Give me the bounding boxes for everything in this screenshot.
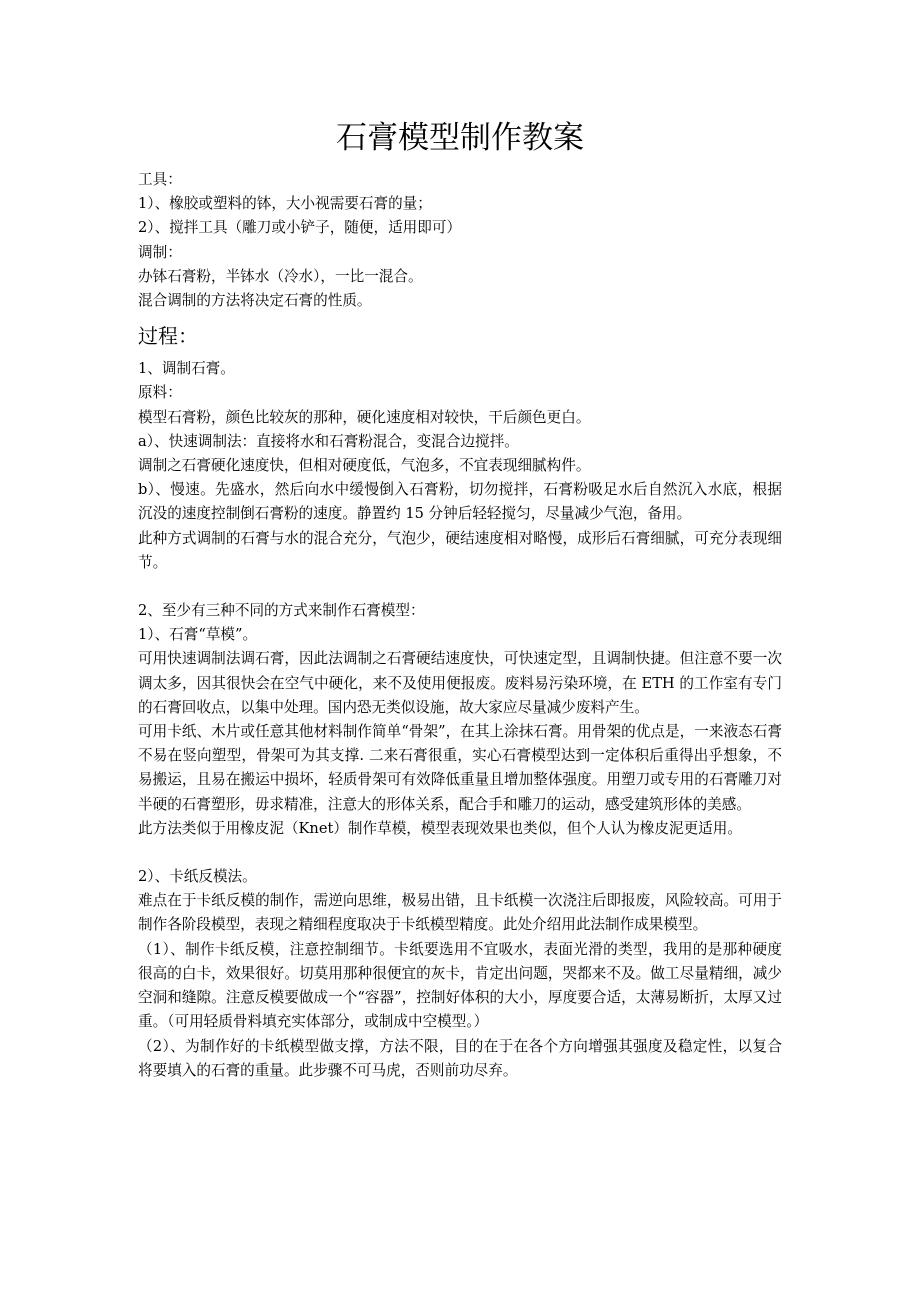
tools-heading: 工具： <box>138 171 182 188</box>
step2-sub1-paragraph-3: 此方法类似于用橡皮泥（Knet）制作草模，模型表现效果也类似，但个人认为橡皮泥更适用。 <box>138 819 742 837</box>
step1-materials: 模型石膏粉，颜色比较灰的那种，硬化速度相对较快，干后颜色更白。 <box>138 408 591 426</box>
mix-heading: 调制： <box>138 243 182 261</box>
step1-heading: 1、调制石膏。 <box>138 360 235 378</box>
step1-method-b-note: 此种方式调制的石膏与水的混合充分，气泡少，硬结速度相对略慢，成形后石膏细腻，可充分表现细节。 <box>138 529 782 571</box>
tools-item-1: 1）、橡胶或塑料的钵，大小视需要石膏的量； <box>138 195 432 213</box>
step2-sub2-heading: 2）、卡纸反模法。 <box>138 868 257 886</box>
step1-materials-label: 原料： <box>138 384 182 402</box>
step2-sub1-paragraph-1: 可用快速调制法调石膏，因此法调制之石膏硬结速度快，可快速定型，且调制快捷。但注意不要一次调太多，因其很快会在空气中硬化，来不及使用便报废。废料易污染环境，在 ETH 的工作室有专门的石膏回收点，以集中处理。国内恐无类似设施，故大家应尽量减少废料产生。 <box>138 650 782 716</box>
mix-line-1: 办钵石膏粉，半钵水（冷水），一比一混合。 <box>138 267 423 285</box>
document-title: 石膏模型制作教案 <box>336 120 584 156</box>
step2-sub2-paragraph-2: （1）、制作卡纸反模，注意控制细节。卡纸要选用不宜吸水，表面光滑的类型，我用的是那种硬度很高的白卡，效果很好。切莫用那种很便宜的灰卡，肯定出问题，哭都来不及。做工尽量精细，减少空洞和缝隙。注意反模要做成一个“容器”，控制好体积的大小，厚度要合适，太薄易断折，太厚又过重。（可用轻质骨料填充实体部分，或制成中空模型。） <box>138 940 782 1031</box>
step2-sub2-paragraph-3: （2）、为制作好的卡纸模型做支撑，方法不限，目的在于在各个方向增强其强度及稳定性，以复合将要填入的石膏的重量。此步骤不可马虎，否则前功尽弃。 <box>138 1037 782 1079</box>
mix-line-2: 混合调制的方法将决定石膏的性质。 <box>138 292 372 310</box>
tools-item-2: 2）、搅拌工具（雕刀或小铲子，随便，适用即可） <box>138 219 462 237</box>
step1-method-a-note: 调制之石膏硬化速度快，但相对硬度低，气泡多，不宜表现细腻构件。 <box>138 457 591 475</box>
paragraph-gap <box>138 575 782 599</box>
step2-sub1-paragraph-2: 可用卡纸、木片或任意其他材料制作简单“骨架”，在其上涂抹石膏。用骨架的优点是，一来液态石膏不易在竖向塑型，骨架可为其支撑. 二来石膏很重，实心石膏模型达到一定体积后重得出乎想象，不易搬运，且易在搬运中损坏，轻质骨架可有效降低重量且增加整体强度。用塑刀或专用的石膏雕刀对半硬的石膏塑形，毋求精准，注意大的形体关系，配合手和雕刀的运动，感受建筑形体的美感。 <box>138 723 782 813</box>
process-heading: 过程： <box>138 324 198 349</box>
step2-sub2-paragraph-1: 难点在于卡纸反模的制作，需逆向思维，极易出错，且卡纸模一次浇注后即报废，风险较高。可用于制作各阶段模型，表现之精细程度取决于卡纸模型精度。此处介绍用此法制作成果模型。 <box>138 892 782 934</box>
step1-method-b: b）、慢速。先盛水，然后向水中缓慢倒入石膏粉，切勿搅拌，石膏粉吸足水后自然沉入水底，根据沉没的速度控制倒石膏粉的速度。静置约 15 分钟后轻轻搅匀，尽量减少气泡，备用。 <box>138 481 782 523</box>
step2-sub1-heading: 1）、石膏“草模”。 <box>138 626 258 644</box>
paragraph-gap <box>138 841 782 865</box>
step2-heading: 2、至少有三种不同的方式来制作石膏模型： <box>138 602 425 620</box>
step1-method-a: a）、快速调制法：直接将水和石膏粉混合，变混合边搅拌。 <box>138 432 519 450</box>
